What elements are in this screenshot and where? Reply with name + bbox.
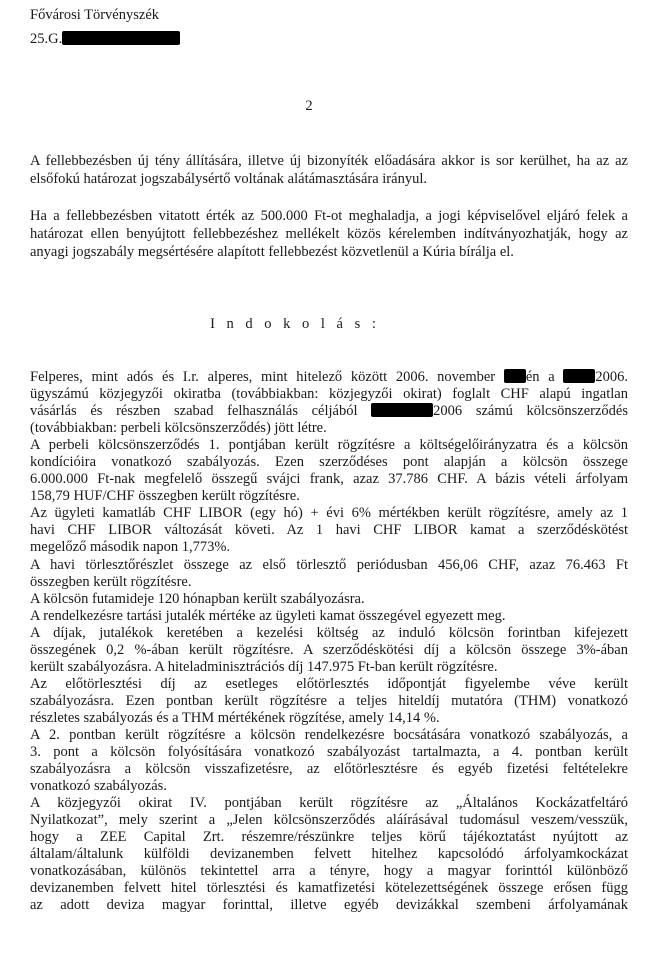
page-number: 2: [305, 98, 313, 114]
text-line: 3. pont a kölcsön folyósítására vonatkozó szabályozást tartalmazta, a 4. pontban került: [30, 744, 628, 761]
text-line: A 2. pontban került rögzítésre a kölcsön rendelkezésre bocsátására vonatkozó szabályozás, a: [30, 726, 628, 743]
text-line: Nyilatkozat”, mely szerint a „Jelen kölcsönszerződés aláírásával tudomásul veszem/vesszük,: [30, 812, 628, 829]
case-number: [30, 30, 180, 48]
text-line: A perbeli kölcsönszerződés 1. pontjában került rögzítésre a költségelőirányzatra és a kölcsön: [30, 437, 628, 454]
text-line: összegének 0,2 %-ában került rögzítésre. A szerződéskötési díj a kölcsön összege 3%-ában: [30, 641, 628, 658]
text-line: havi CHF LIBOR változását követi. Az 1 havi CHF LIBOR kamat a szerződéskötést: [30, 522, 628, 539]
text-line: vásárlás és részben szabad felhasználás céljából 2006 számú kölcsönszerződés: [30, 403, 628, 420]
redaction-bar: [563, 369, 595, 383]
text-line: az adott deviza magyar forinttal, illetve egyéb devizákkal szembeni árfolyamának: [30, 897, 628, 914]
section-heading: I n d o k o l á s :: [210, 316, 380, 332]
paragraph-contract-parties: [30, 369, 628, 437]
text-line: összegben került rögzítésre.: [30, 573, 192, 590]
case-prefix: 25.G.: [30, 31, 63, 47]
text-line: (továbbiakban: perbeli kölcsönszerződés) jött létre.: [30, 420, 327, 437]
text-line: A közjegyzői okirat IV. pontjában került rögzítésre az „Általános Kockázatfeltáró: [30, 795, 628, 812]
intro-paragraph-appeal: A fellebbezésben új tény állítására, illetve új bizonyíték előadására akkor is sor kerülhet, ha az az elsőfokú határozat jogszabálysértő voltának alátámasztására irányul.: [30, 153, 628, 188]
text-line: megelőző második napon 1,773%.: [30, 539, 231, 556]
paragraph-repayment: [30, 727, 628, 795]
paragraph-installment: [30, 557, 628, 591]
reasoning-body: [30, 369, 628, 915]
text-line: devizanemben felvett hitel törlesztési és kamatfizetési kötelezettségének összege erősen függ: [30, 880, 628, 897]
text-line: hogy a ZEE Capital Zrt. részemre/részünkre teljes körű tájékoztatást nyújtott az: [30, 829, 628, 846]
text-line: A rendelkezésre tartási jutalék mértéke az ügyleti kamat összegével egyezett meg.: [30, 607, 506, 624]
text-line: A kölcsön futamideje 120 hónapban került szabályozásra.: [30, 590, 365, 607]
redaction-bar: [62, 31, 180, 45]
text-line: került szabályozásra. A hiteladminisztrációs díj 147.975 Ft-ban került rögzítésre.: [30, 658, 498, 675]
paragraph-prepayment: [30, 676, 628, 727]
text-line: ügyszámú közjegyzői okiratba (továbbiakban: közjegyzői okirat) foglalt CHF alapú ingatlan: [30, 386, 628, 403]
paragraph-risk-statement: [30, 795, 628, 914]
text-line: 158,79 HUF/CHF összegben került rögzítésre.: [30, 488, 300, 505]
text-line: általam/általunk külföldi devizanemben felvett hitelhez kapcsolódó árfolyamkockázat: [30, 846, 628, 863]
text-line: Az ügyleti kamatláb CHF LIBOR (egy hó) + évi 6% mértékben került rögzítésre, amely az 1: [30, 505, 628, 522]
redaction-bar: [371, 403, 433, 417]
paragraph-fees: [30, 625, 628, 676]
redaction-bar: [504, 369, 526, 383]
text-line: Az előtörlesztési díj az esetleges előtörlesztés időpontját figyelembe véve került: [30, 675, 628, 692]
text-line: A havi törlesztőrészlet összege az első törlesztő periódusban 456,06 CHF, azaz 76.463 Ft: [30, 556, 628, 573]
text-line: kondícióira vonatkozó szabályozás. Ezen szerződéses pont alapján a kölcsön összege: [30, 454, 628, 471]
text-line: szabályozásra. Ezen pontban került rögzítésre a teljes hiteldíj mutatóra (THM) vonatkozó: [30, 692, 628, 709]
paragraph-commitment-fee: [30, 608, 628, 625]
text-line: 6.000.000 Ft-nak megfelelő összegű svájci frank, azaz 37.786 CHF. A bázis vételi árfolyam: [30, 471, 628, 488]
text-line: Felperes, mint adós és I.r. alperes, mint hitelező között 2006. november én a 2006.: [30, 369, 628, 385]
paragraph-loan-amount: [30, 437, 628, 505]
court-name: Fővárosi Törvényszék: [30, 7, 159, 23]
paragraph-interest-rate: [30, 505, 628, 556]
text-line: vonatkozásában, különös tekintettel arra a tényre, hogy a magyar forinttól különböző: [30, 863, 628, 880]
intro-paragraph-kuria: Ha a fellebbezésben vitatott érték az 500.000 Ft-ot meghaladja, a jogi képviselővel eljáró felek a határozat ellen benyújtott fellebbezéshez mellékelt közös kérelemben indítványozhatják, hogy az anyagi jogszabály megsértésére alapított fellebbezést közvetlenül a Kúria bírálja el.: [30, 208, 628, 261]
text-line: szabályozásra a kölcsön visszafizetésre, az előtörlesztésre és egyéb fizetési feltételekre: [30, 761, 628, 778]
text-line: vonatkozó szabályozás.: [30, 778, 167, 795]
text-line: részletes szabályozás és a THM mértékének rögzítése, amely 14,14 %.: [30, 709, 440, 726]
paragraph-term: [30, 591, 628, 608]
text-line: A díjak, jutalékok keretében a kezelési költség az induló kölcsön forintban kifejezett: [30, 624, 628, 641]
